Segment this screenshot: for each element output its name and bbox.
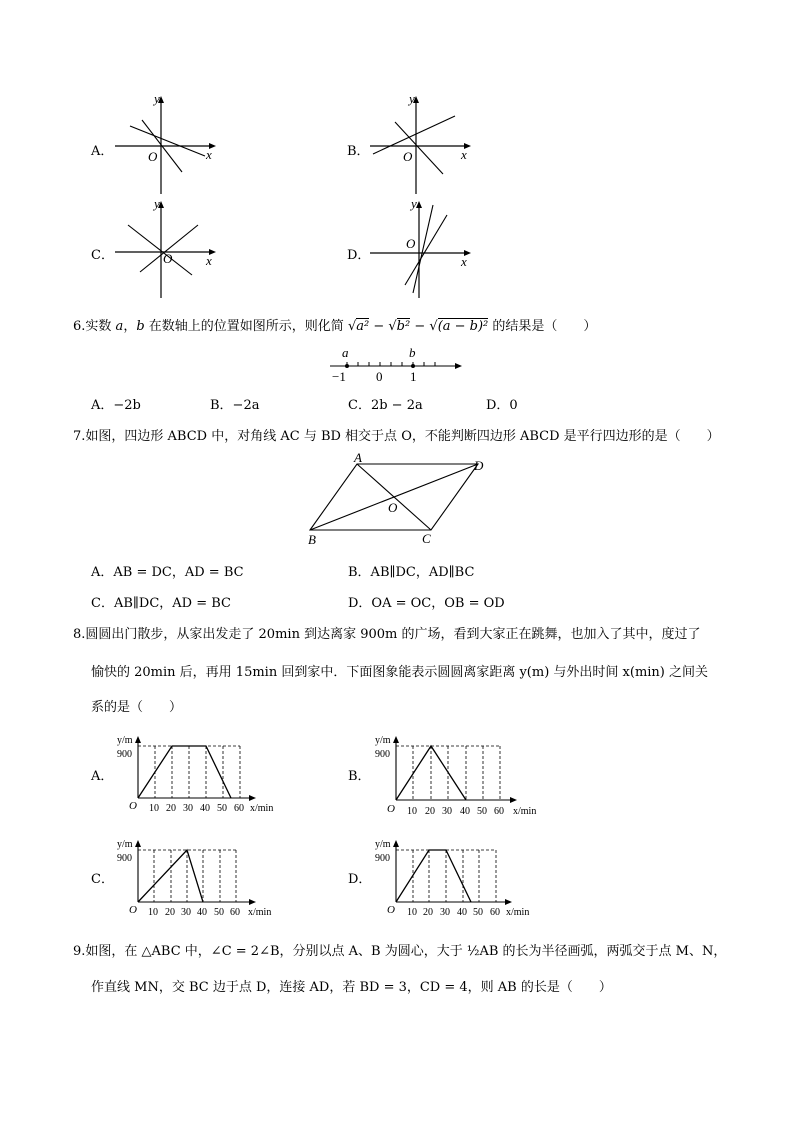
svg-text:30: 30 — [442, 806, 452, 817]
svg-text:900: 900 — [375, 749, 390, 760]
svg-text:900: 900 — [375, 853, 390, 864]
q8-stem-line2: 愉快的 20min 后，再用 15min 回到家中．下面图象能表示圆圆离家距离 y(m) 与外出时间 x(min) 之间关 — [91, 665, 709, 680]
q5-graph-c — [110, 195, 220, 300]
svg-text:y/m: y/m — [117, 735, 133, 746]
option-letter: D． — [347, 248, 371, 263]
svg-text:y/m: y/m — [375, 839, 391, 850]
svg-text:40: 40 — [197, 907, 207, 918]
y-axis-label: y — [154, 196, 160, 211]
svg-text:O: O — [387, 904, 395, 916]
svg-text:40: 40 — [457, 907, 467, 918]
svg-text:20: 20 — [165, 907, 175, 918]
sqrt-icon: √ — [347, 319, 357, 334]
x-axis-label: x — [461, 147, 467, 162]
option-b[interactable]: B．−2a — [210, 398, 260, 413]
q5-graph-d — [365, 195, 475, 300]
y-axis-label: y — [154, 91, 160, 106]
svg-text:C: C — [422, 531, 431, 546]
option-a[interactable]: A．AB = DC，AD = BC — [91, 565, 244, 580]
q6-stem: 6.实数 a，b 在数轴上的位置如图所示，则化简 √a² − √b² − √(a − b)² 的结果是（ ） — [73, 319, 597, 334]
option-letter: C． — [91, 872, 114, 887]
q5-graph-b — [365, 90, 475, 195]
point-b — [411, 364, 415, 368]
option-letter: A． — [91, 144, 114, 159]
svg-text:A: A — [354, 450, 362, 465]
svg-text:x/min: x/min — [506, 907, 530, 918]
q7-stem: 7.如图，四边形 ABCD 中，对角线 AC 与 BD 相交于点 O，不能判断四边形 ABCD 是平行四边形的是（ ） — [73, 429, 720, 444]
svg-text:y/m: y/m — [117, 839, 133, 850]
y-axis-label: y — [411, 196, 417, 211]
q8-graph-d — [370, 832, 545, 920]
option-letter: C． — [91, 248, 114, 263]
tick-0: 0 — [376, 369, 383, 384]
svg-text:60: 60 — [230, 907, 240, 918]
svg-text:60: 60 — [490, 907, 500, 918]
q9-stem-line1: 9.如图，在 △ABC 中，∠C = 2∠B，分别以点 A、B 为圆心，大于 ½AB 的长为半径画弧，两弧交于点 M、N， — [73, 944, 727, 959]
option-letter: B． — [348, 769, 371, 784]
svg-text:30: 30 — [183, 803, 193, 813]
tick-neg1: −1 — [332, 369, 346, 384]
origin-label: O — [163, 251, 173, 266]
q8-stem-line3: 系的是（ ） — [91, 700, 183, 715]
option-d[interactable]: D．0 — [486, 398, 518, 413]
svg-text:30: 30 — [440, 907, 450, 918]
svg-text:10: 10 — [148, 907, 158, 918]
point-a — [345, 364, 349, 368]
label-a: a — [342, 345, 349, 360]
svg-text:x/min: x/min — [250, 803, 274, 813]
x-axis-label: x — [206, 147, 212, 162]
svg-text:10: 10 — [407, 907, 417, 918]
svg-text:O: O — [387, 803, 395, 815]
q6-number-line — [325, 342, 470, 384]
option-d[interactable]: D．OA = OC，OB = OD — [348, 596, 505, 611]
svg-text:B: B — [308, 532, 316, 547]
label-b: b — [409, 345, 416, 360]
svg-text:50: 50 — [477, 806, 487, 817]
sqrt-icon: √ — [388, 319, 397, 334]
svg-text:O: O — [129, 800, 137, 812]
svg-text:20: 20 — [425, 806, 435, 817]
svg-text:50: 50 — [473, 907, 483, 918]
sqrt-icon: √ — [429, 319, 438, 334]
svg-text:50: 50 — [217, 803, 227, 813]
x-axis-label: x — [461, 254, 467, 269]
q8-graph-a — [112, 728, 287, 813]
option-letter: D． — [348, 872, 372, 887]
origin-label: O — [406, 236, 416, 251]
option-b[interactable]: B．AB∥DC，AD∥BC — [348, 565, 475, 580]
svg-text:10: 10 — [149, 803, 159, 813]
q8-graph-b — [370, 728, 550, 818]
option-a[interactable]: A．−2b — [91, 398, 141, 413]
q9-stem-line2: 作直线 MN，交 BC 边于点 D，连接 AD，若 BD = 3，CD = 4，则 AB 的长是（ ） — [91, 980, 612, 995]
option-letter: B． — [347, 144, 370, 159]
svg-text:O: O — [388, 500, 398, 515]
svg-text:900: 900 — [117, 749, 132, 760]
svg-text:40: 40 — [460, 806, 470, 817]
origin-label: O — [148, 149, 158, 164]
svg-text:30: 30 — [181, 907, 191, 918]
svg-text:y/m: y/m — [375, 735, 391, 746]
q8-graph-c — [112, 832, 287, 920]
svg-text:40: 40 — [200, 803, 210, 813]
svg-text:900: 900 — [117, 853, 132, 864]
svg-text:20: 20 — [423, 907, 433, 918]
q5-graph-a — [110, 90, 220, 195]
origin-label: O — [403, 149, 413, 164]
option-c[interactable]: C．2b − 2a — [348, 398, 423, 413]
svg-text:D: D — [474, 458, 484, 473]
svg-text:10: 10 — [407, 806, 417, 817]
svg-text:x/min: x/min — [513, 806, 537, 817]
option-c[interactable]: C．AB∥DC，AD = BC — [91, 596, 231, 611]
svg-text:20: 20 — [166, 803, 176, 813]
option-letter: A． — [91, 769, 114, 784]
svg-text:60: 60 — [234, 803, 244, 813]
svg-text:O: O — [129, 904, 137, 916]
q7-parallelogram — [300, 450, 500, 550]
q8-stem-line1: 8.圆圆出门散步，从家出发走了 20min 到达离家 900m 的广场，看到大家正在跳舞，也加入了其中，度过了 — [73, 627, 701, 642]
svg-text:x/min: x/min — [248, 907, 272, 918]
y-axis-label: y — [409, 91, 415, 106]
svg-text:60: 60 — [494, 806, 504, 817]
tick-1: 1 — [410, 369, 417, 384]
x-axis-label: x — [206, 253, 212, 268]
svg-text:50: 50 — [214, 907, 224, 918]
